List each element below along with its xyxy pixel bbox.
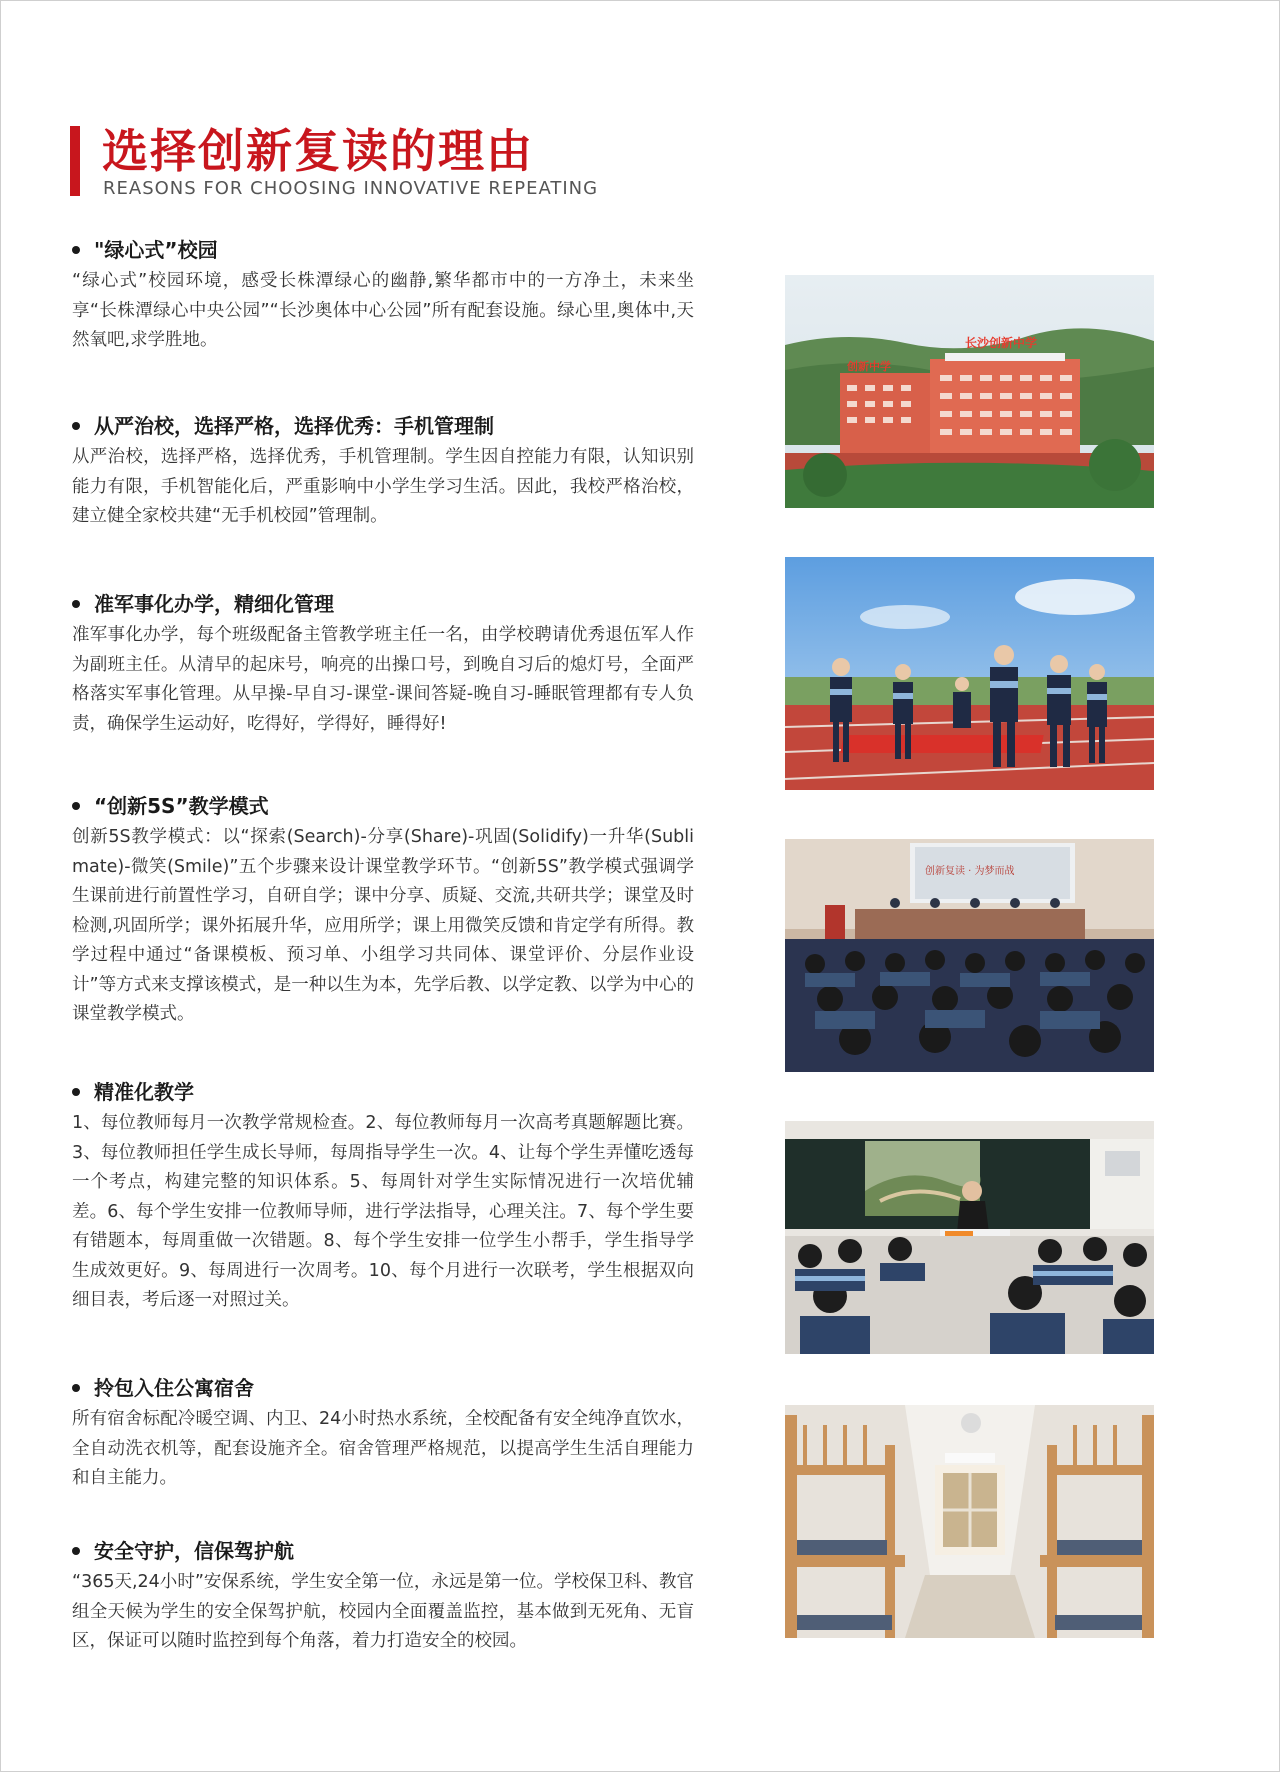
photo-school-building [785, 275, 1154, 508]
section-title: 从严治校，选择严格，选择优秀：手机管理制 [72, 412, 694, 440]
section-title: “创新5S”教学模式 [72, 792, 694, 820]
photo-dormitory [785, 1405, 1154, 1638]
building-sign-right: 长沙创新中学 [965, 336, 1038, 350]
section-body: “绿心式”校园环境，感受长株潭绿心的幽静,繁华都市中的一方净土，未来坐享“长株潭绿心中央公园”“长沙奥体中心公园”所有配套设施。绿心里,奥体中,天然氧吧,求学胜地。 [72, 271, 694, 350]
dormitory-image [785, 1405, 1154, 1638]
bullet-icon [72, 600, 80, 608]
header-accent-bar [70, 126, 80, 196]
building-sign-left: 创新中学 [847, 360, 891, 373]
bullet-icon [72, 802, 80, 810]
section-body: 准军事化办学，每个班级配备主管教学班主任一名，由学校聘请优秀退伍军人作为副班主任。从清早的起床号，响亮的出操口号，到晚自习后的熄灯号，全面严格落实军事化管理。从早操-早自习-课堂-课间答疑-晚自习-睡眠管理都有专人负责，确保学生运动好，吃得好，学得好，睡得好! [72, 625, 694, 734]
page-subtitle: REASONS FOR CHOOSING INNOVATIVE REPEATING [103, 178, 599, 199]
photo-students-marching [785, 557, 1154, 790]
page-title: 选择创新复读的理由 [102, 124, 534, 178]
photo-classroom [785, 1121, 1154, 1354]
section-title: 拎包入住公寓宿舍 [72, 1374, 694, 1402]
classroom-image [785, 1121, 1154, 1354]
section-5s-teaching [72, 792, 694, 1030]
bullet-icon [72, 1384, 80, 1392]
section-body: 从严治校，选择严格，选择优秀，手机管理制。学生因自控能力有限，认知识别能力有限，手机智能化后，严重影响中小学生学习生活。因此，我校严格治校，建立健全家校共建“无手机校园”管理制。 [72, 447, 694, 526]
section-safety [72, 1537, 694, 1657]
bullet-icon [72, 1088, 80, 1096]
photo-auditorium [785, 839, 1154, 1072]
section-dormitory [72, 1374, 694, 1494]
section-body: 1、每位教师每月一次教学常规检查。2、每位教师每月一次高考真题解题比赛。3、每位教师担任学生成长导师，每周指导学生一次。4、让每个学生弄懂吃透每一个考点，构建完整的知识体系。5、每周针对学生实际情况进行一次培优辅差。6、每个学生安排一位教师导师，进行学法指导，心理关注。7、每个学生要有错题本，每周重做一次错题。8、每个学生安排一位学生小帮手，学生指导学生成效更好。9、每周进行一次周考。10、每个月进行一次联考，学生根据双向细目表，考后逐一对照过关。 [72, 1113, 694, 1310]
screen-caption: 创新复读 · 为梦而战 [925, 866, 1015, 877]
section-body: “365天,24小时”安保系统，学生安全第一位，永远是第一位。学校保卫科、教官组全天候为学生的安全保驾护航，校园内全面覆盖监控，基本做到无死角、无盲区，保证可以随时监控到每个角落，着力打造安全的校园。 [72, 1572, 694, 1651]
section-title: 准军事化办学，精细化管理 [72, 590, 694, 618]
section-strict-management [72, 412, 694, 532]
section-body: 所有宿舍标配冷暖空调、内卫、24小时热水系统，全校配备有安全纯净直饮水，全自动洗衣机等，配套设施齐全。宿舍管理严格规范，以提高学生生活自理能力和自主能力。 [72, 1409, 694, 1488]
section-green-campus [72, 236, 694, 356]
students-marching-image [785, 557, 1154, 790]
section-precise-teaching [72, 1078, 694, 1316]
section-body: 创新5S教学模式：以“探索(Search)-分享(Share)-巩固(Solidify)一升华(Sublimate)-微笑(Smile)”五个步骤来设计课堂教学环节。“创新5S”教学模式强调学生课前进行前置性学习，自研自学；课中分享、质疑、交流,共研共学；课堂及时检测,巩固所学；课外拓展升华，应用所学；课上用微笑反馈和肯定学有所得。教学过程中通过“备课模板、预习单、小组学习共同体、课堂评价、分层作业设计”等方式来支撑该模式，是一种以生为本，先学后教、以学定教、以学为中心的课堂教学模式。 [72, 827, 694, 1024]
bullet-icon [72, 246, 80, 254]
section-title: 精准化教学 [72, 1078, 694, 1106]
bullet-icon [72, 422, 80, 430]
bullet-icon [72, 1547, 80, 1555]
school-building-image [785, 275, 1154, 508]
auditorium-image [785, 839, 1154, 1072]
section-title: 安全守护，信保驾护航 [72, 1537, 694, 1565]
section-military-management [72, 590, 694, 739]
section-title: "绿心式”校园 [72, 236, 694, 264]
